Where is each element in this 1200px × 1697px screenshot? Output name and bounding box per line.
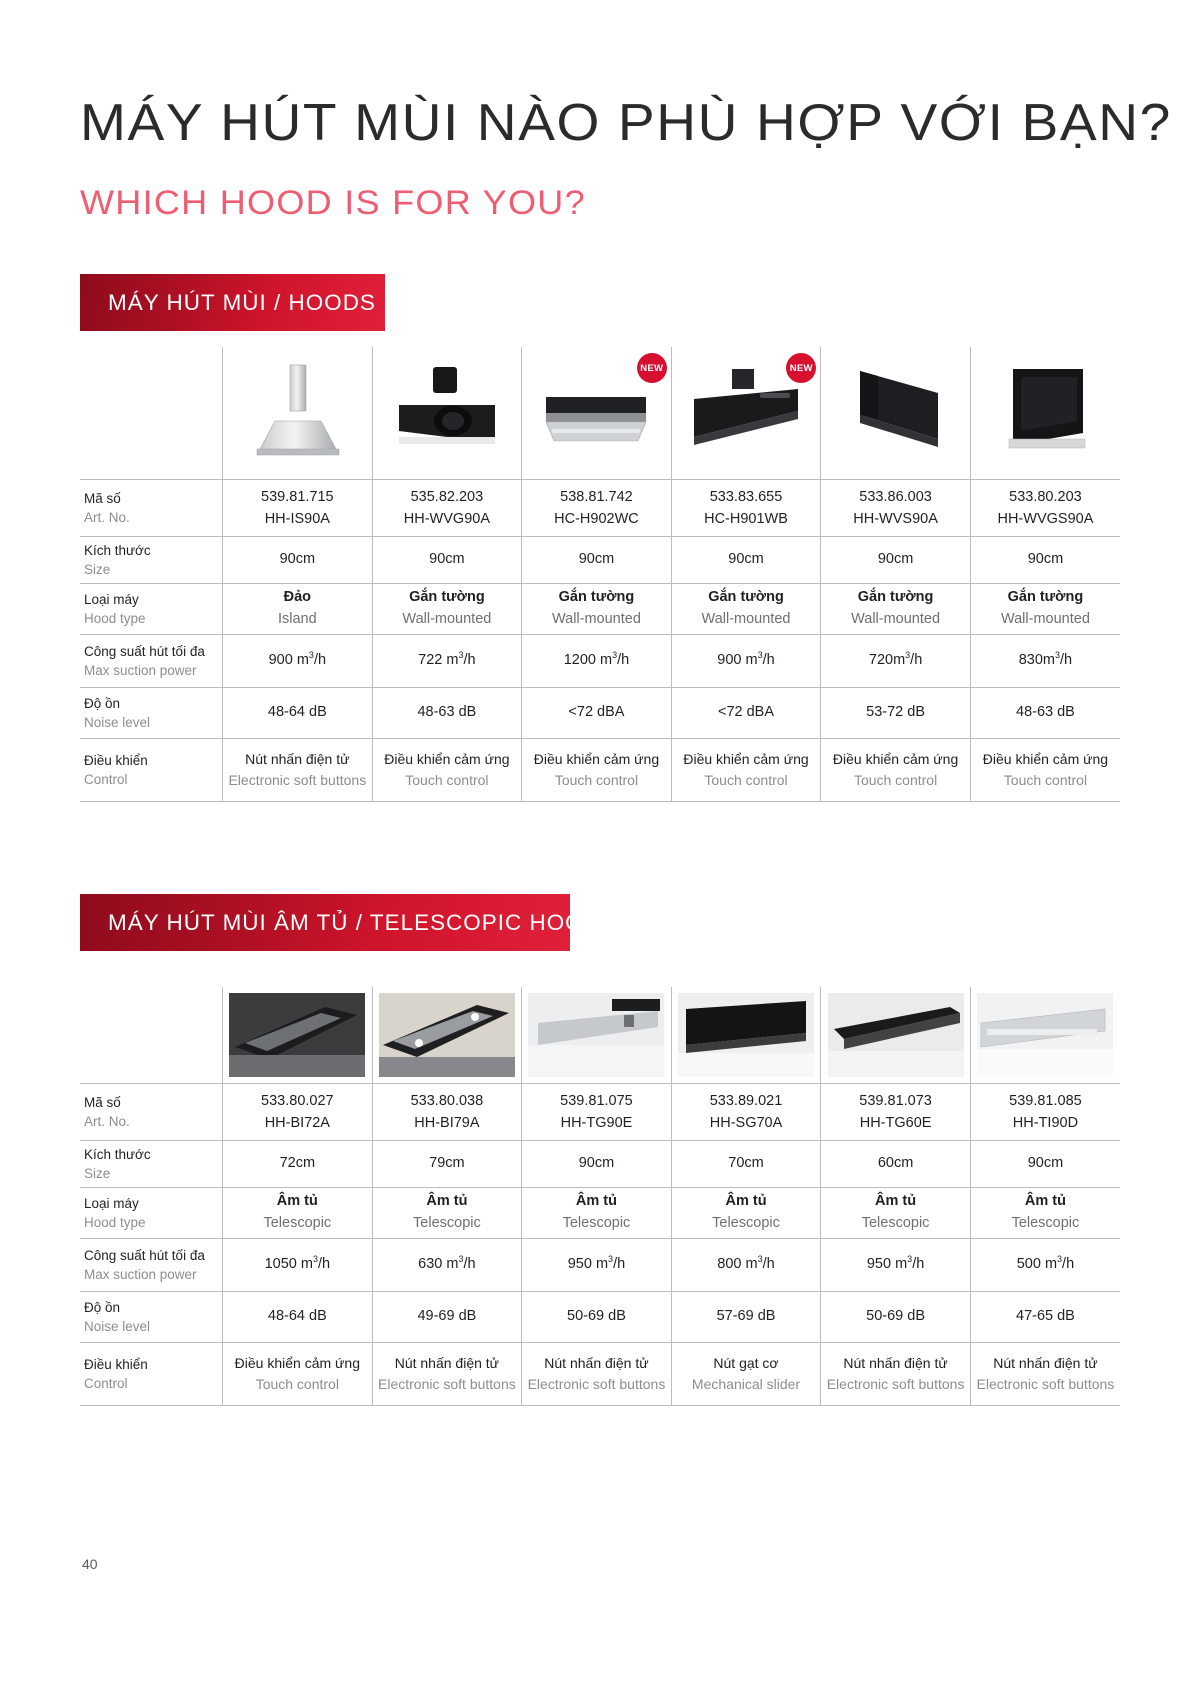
data-cell	[372, 1141, 522, 1188]
telescopic-comparison-table	[80, 987, 1120, 1406]
data-cell	[522, 1084, 672, 1141]
data-cell	[223, 688, 373, 739]
data-cell	[522, 1343, 672, 1406]
size-value: 70cm	[728, 1155, 764, 1172]
row-label-en: Control	[84, 772, 128, 787]
data-cell	[671, 480, 821, 537]
control-en: Electronic soft buttons	[378, 1376, 516, 1392]
art-no-value: 533.80.027	[261, 1092, 334, 1109]
suction-power-value: 900 $m^3/h$	[717, 650, 775, 669]
row-label-vi: Kích thước	[84, 542, 151, 558]
data-cell	[671, 1084, 821, 1141]
spacer-cell	[80, 987, 223, 1084]
size-value: 72cm	[279, 1155, 316, 1172]
size-value: 90cm	[578, 1155, 615, 1172]
control-en: Electronic soft buttons	[228, 772, 367, 788]
suction-power-value: $830m^3/h$	[1018, 650, 1073, 669]
row-label-vi: Loại máy	[84, 1195, 139, 1211]
data-cell	[970, 584, 1120, 635]
art-no-value: 535.82.203	[410, 488, 484, 505]
spacer-cell	[80, 347, 223, 480]
product-image-cell	[522, 347, 672, 480]
data-cell	[522, 688, 672, 739]
row-label-en: Size	[84, 1166, 111, 1181]
data-cell	[821, 1084, 971, 1141]
hood-illustration-tele-light	[528, 993, 664, 1077]
data-cell	[223, 1292, 373, 1343]
control-vi: Nút nhấn điện tử	[245, 751, 350, 767]
art-no-value: 533.86.003	[859, 488, 932, 505]
row-label-en: Hood type	[84, 1215, 146, 1230]
section-banner-hoods-label: MÁY HÚT MÙI / HOODS	[108, 289, 376, 315]
hood-type-vi: Âm tủ	[875, 1193, 917, 1210]
data-cell	[821, 537, 971, 584]
data-cell	[223, 537, 373, 584]
hood-type-vi: Gắn tường	[708, 589, 784, 606]
row-label-cell	[80, 1084, 223, 1141]
control-en: Mechanical slider	[691, 1376, 801, 1392]
data-cell	[372, 635, 522, 688]
section-banner-telescopic-label: MÁY HÚT MÙI ÂM TỦ / TELESCOPIC HOOD	[108, 909, 601, 935]
hood-illustration-glass-wedge	[983, 359, 1107, 467]
page-title-english: WHICH HOOD IS FOR YOU?	[80, 184, 586, 222]
model-value: HH-SG70A	[709, 1115, 783, 1131]
row-label-vi: Công suất hút tối đa	[84, 643, 205, 659]
table-row	[80, 1141, 1120, 1188]
art-no-value: 539.81.085	[1009, 1092, 1082, 1109]
art-no-value: 533.83.655	[709, 488, 783, 505]
control-en: Touch control	[1003, 772, 1088, 788]
data-cell	[821, 635, 971, 688]
hood-illustration-tele-dark2	[379, 993, 515, 1077]
hood-illustration-tele-black2	[828, 993, 964, 1077]
new-badge: NEW	[637, 353, 667, 383]
hood-illustration-tele-silver	[977, 993, 1113, 1077]
noise-level-value: 50-69 dB	[567, 1308, 626, 1325]
data-cell	[223, 1343, 373, 1406]
hood-type-vi: Gắn tường	[1007, 589, 1084, 606]
model-value: HH-TG60E	[859, 1115, 932, 1131]
noise-level-value: <72 dBA	[568, 704, 625, 721]
data-cell	[372, 1343, 522, 1406]
model-value: HH-IS90A	[264, 511, 330, 527]
row-label-cell	[80, 688, 223, 739]
size-value: 90cm	[728, 551, 764, 568]
data-cell	[372, 537, 522, 584]
row-label-cell	[80, 1239, 223, 1292]
control-vi: Nút nhấn điện tử	[544, 1355, 649, 1371]
hood-type-en: Telescopic	[1011, 1215, 1080, 1231]
data-cell	[522, 480, 672, 537]
noise-level-value: 48-63 dB	[417, 704, 477, 721]
size-value: 79cm	[429, 1155, 465, 1172]
hood-type-vi: Âm tủ	[426, 1193, 468, 1210]
hood-type-vi: Âm tủ	[276, 1193, 318, 1210]
noise-level-value: 48-64 dB	[267, 1308, 327, 1325]
suction-power-value: 630 $m^3/h$	[418, 1254, 476, 1273]
art-no-value: 538.81.742	[560, 488, 633, 505]
noise-level-value: 47-65 dB	[1016, 1308, 1075, 1325]
model-value: HH-WVG90A	[403, 511, 490, 527]
control-en: Electronic soft buttons	[826, 1376, 965, 1392]
table-row	[80, 635, 1120, 688]
data-cell	[223, 1188, 373, 1239]
data-cell	[970, 1084, 1120, 1141]
row-label-vi: Mã số	[84, 490, 121, 506]
data-cell	[223, 635, 373, 688]
table-row	[80, 537, 1120, 584]
data-cell	[372, 1239, 522, 1292]
suction-power-value: 1050 $m^3/h$	[264, 1254, 331, 1273]
control-vi: Điều khiển cảm ứng	[234, 1355, 360, 1371]
data-cell	[372, 1084, 522, 1141]
table-row	[80, 480, 1120, 537]
control-vi: Nút gạt cơ	[713, 1355, 779, 1371]
product-image-row	[80, 987, 1120, 1084]
data-cell	[372, 480, 522, 537]
product-image-cell	[970, 347, 1120, 480]
hood-type-vi: Âm tủ	[1024, 1193, 1066, 1210]
data-cell	[372, 1292, 522, 1343]
control-en: Touch control	[853, 772, 938, 788]
row-label-en: Hood type	[84, 611, 146, 626]
size-value: 90cm	[429, 551, 465, 568]
data-cell	[223, 480, 373, 537]
row-label-en: Control	[84, 1376, 128, 1391]
model-value: HH-TG90E	[560, 1115, 633, 1131]
size-value: 90cm	[578, 551, 615, 568]
noise-level-value: 57-69 dB	[716, 1308, 776, 1325]
data-cell	[671, 537, 821, 584]
table-row	[80, 1239, 1120, 1292]
product-image-cell	[372, 347, 522, 480]
data-cell	[223, 584, 373, 635]
hoods-comparison-table	[80, 347, 1120, 802]
suction-power-value: 950 $m^3/h$	[866, 1254, 925, 1273]
model-value: HH-BI72A	[264, 1115, 330, 1131]
data-cell	[522, 635, 672, 688]
noise-level-value: 53-72 dB	[866, 704, 925, 721]
data-cell	[671, 584, 821, 635]
row-label-en: Art. No.	[84, 510, 130, 525]
product-image-cell	[522, 987, 672, 1084]
control-en: Touch control	[405, 772, 489, 788]
hood-type-en: Telescopic	[562, 1215, 631, 1231]
data-cell	[821, 480, 971, 537]
noise-level-value: <72 dBA	[717, 704, 775, 721]
table-row	[80, 1343, 1120, 1406]
product-image-cell	[671, 347, 821, 480]
product-image-cell	[671, 987, 821, 1084]
hood-type-vi: Gắn tường	[558, 589, 635, 606]
data-cell	[821, 1141, 971, 1188]
data-cell	[372, 688, 522, 739]
row-label-cell	[80, 480, 223, 537]
table-row	[80, 1292, 1120, 1343]
hood-type-en: Wall-mounted	[551, 611, 641, 627]
hood-type-en: Telescopic	[263, 1215, 332, 1231]
model-value: HC-H901WB	[704, 511, 788, 527]
control-en: Electronic soft buttons	[976, 1376, 1115, 1392]
data-cell	[671, 1188, 821, 1239]
control-vi: Nút nhấn điện tử	[843, 1355, 948, 1371]
control-vi: Điều khiển cảm ứng	[384, 751, 510, 767]
hood-type-vi: Đảo	[283, 589, 312, 606]
hood-type-en: Wall-mounted	[402, 611, 492, 627]
control-en: Touch control	[704, 772, 788, 788]
data-cell	[522, 1292, 672, 1343]
hood-illustration-black-cylinder	[385, 359, 509, 467]
data-cell	[970, 480, 1120, 537]
data-cell	[970, 1188, 1120, 1239]
suction-power-value: 500 $m^3/h$	[1016, 1254, 1075, 1273]
size-value: 60cm	[877, 1155, 914, 1172]
art-no-value: 539.81.073	[859, 1092, 932, 1109]
row-label-en: Art. No.	[84, 1114, 130, 1129]
table-row	[80, 688, 1120, 739]
data-cell	[223, 739, 373, 802]
data-cell	[522, 739, 672, 802]
hood-illustration-slanted-wedge	[834, 359, 958, 467]
data-cell	[223, 1239, 373, 1292]
data-cell	[671, 688, 821, 739]
data-cell	[970, 688, 1120, 739]
hood-illustration-island-chimney	[235, 359, 359, 467]
product-image-cell	[970, 987, 1120, 1084]
data-cell	[821, 1343, 971, 1406]
row-label-vi: Công suất hút tối đa	[84, 1247, 205, 1263]
art-no-value: 533.80.203	[1009, 488, 1082, 505]
suction-power-value: $720m^3/h$	[868, 650, 923, 669]
art-no-value: 533.80.038	[410, 1092, 484, 1109]
hood-type-en: Wall-mounted	[1000, 611, 1090, 627]
row-label-cell	[80, 1343, 223, 1406]
suction-power-value: 800 $m^3/h$	[717, 1254, 775, 1273]
table-row	[80, 1188, 1120, 1239]
control-vi: Điều khiển cảm ứng	[683, 751, 809, 767]
hood-type-vi: Gắn tường	[857, 589, 934, 606]
section-banner-hoods	[80, 274, 385, 331]
row-label-en: Max suction power	[84, 663, 197, 678]
data-cell	[970, 1343, 1120, 1406]
data-cell	[671, 739, 821, 802]
hood-illustration-tele-black	[678, 993, 814, 1077]
control-en: Electronic soft buttons	[527, 1376, 666, 1392]
art-no-value: 539.81.075	[560, 1092, 633, 1109]
product-image-cell	[223, 987, 373, 1084]
control-vi: Nút nhấn điện tử	[993, 1355, 1098, 1371]
art-no-value: 539.81.715	[261, 488, 334, 505]
row-label-vi: Điều khiển	[84, 1356, 148, 1372]
data-cell	[223, 1141, 373, 1188]
hood-type-en: Wall-mounted	[851, 611, 941, 627]
model-value: HH-WVS90A	[853, 511, 938, 527]
row-label-cell	[80, 635, 223, 688]
data-cell	[671, 1239, 821, 1292]
row-label-vi: Loại máy	[84, 591, 139, 607]
product-image-cell	[821, 347, 971, 480]
size-value: 90cm	[1027, 551, 1064, 568]
row-label-vi: Mã số	[84, 1094, 121, 1110]
data-cell	[671, 1141, 821, 1188]
page-title-vietnamese: MÁY HÚT MÙI NÀO PHÙ HỢP VỚI BẠN?	[80, 94, 1172, 152]
data-cell	[821, 1188, 971, 1239]
table-row	[80, 739, 1120, 802]
page-number: 40	[82, 1556, 98, 1572]
product-image-cell	[223, 347, 373, 480]
model-value: HH-BI79A	[414, 1115, 480, 1131]
hood-type-en: Telescopic	[413, 1215, 481, 1231]
control-en: Touch control	[255, 1376, 339, 1392]
row-label-en: Max suction power	[84, 1267, 197, 1282]
suction-power-value: 900 $m^3/h$	[268, 650, 327, 669]
product-image-cell	[372, 987, 522, 1084]
model-value: HH-WVGS90A	[997, 511, 1094, 527]
data-cell	[522, 1188, 672, 1239]
row-label-vi: Độ ồn	[84, 695, 121, 711]
control-vi: Điều khiển cảm ứng	[982, 751, 1109, 767]
data-cell	[671, 1343, 821, 1406]
table-row	[80, 584, 1120, 635]
data-cell	[970, 1239, 1120, 1292]
control-en: Touch control	[554, 772, 639, 788]
suction-power-value: 950 $m^3/h$	[567, 1254, 626, 1273]
data-cell	[970, 537, 1120, 584]
size-value: 90cm	[877, 551, 914, 568]
data-cell	[821, 584, 971, 635]
data-cell	[821, 1292, 971, 1343]
data-cell	[522, 1239, 672, 1292]
suction-power-value: 722 $m^3/h$	[418, 650, 476, 669]
control-vi: Nút nhấn điện tử	[394, 1355, 500, 1371]
data-cell	[821, 1239, 971, 1292]
row-label-en: Size	[84, 562, 111, 577]
data-cell	[522, 1141, 672, 1188]
hood-type-en: Island	[277, 611, 317, 627]
data-cell	[372, 1188, 522, 1239]
hood-type-en: Telescopic	[861, 1215, 930, 1231]
data-cell	[821, 739, 971, 802]
data-cell	[522, 537, 672, 584]
data-cell	[671, 635, 821, 688]
control-vi: Điều khiển cảm ứng	[832, 751, 959, 767]
data-cell	[970, 1292, 1120, 1343]
hood-type-vi: Âm tủ	[725, 1193, 767, 1210]
data-cell	[522, 584, 672, 635]
hood-illustration-tele-dark	[229, 993, 365, 1077]
hood-type-en: Telescopic	[712, 1215, 780, 1231]
size-value: 90cm	[1027, 1155, 1064, 1172]
hood-type-vi: Âm tủ	[575, 1193, 617, 1210]
table-row	[80, 1084, 1120, 1141]
row-label-vi: Điều khiển	[84, 752, 148, 768]
data-cell	[223, 1084, 373, 1141]
row-label-cell	[80, 1141, 223, 1188]
product-image-cell	[821, 987, 971, 1084]
section-banner-telescopic	[80, 894, 601, 951]
hood-type-vi: Gắn tường	[409, 589, 485, 606]
row-label-cell	[80, 739, 223, 802]
hood-type-en: Wall-mounted	[701, 611, 791, 627]
suction-power-value: 1200 $m^3/h$	[563, 650, 630, 669]
data-cell	[970, 635, 1120, 688]
noise-level-value: 49-69 dB	[417, 1308, 477, 1325]
data-cell	[970, 1141, 1120, 1188]
row-label-cell	[80, 584, 223, 635]
data-cell	[372, 584, 522, 635]
model-value: HC-H902WC	[554, 511, 639, 527]
noise-level-value: 50-69 dB	[866, 1308, 925, 1325]
row-label-vi: Kích thước	[84, 1146, 151, 1162]
product-image-row	[80, 347, 1120, 480]
row-label-cell	[80, 1292, 223, 1343]
data-cell	[372, 739, 522, 802]
data-cell	[821, 688, 971, 739]
size-value: 90cm	[279, 551, 316, 568]
data-cell	[970, 739, 1120, 802]
noise-level-value: 48-63 dB	[1016, 704, 1075, 721]
row-label-en: Noise level	[84, 1319, 151, 1334]
control-vi: Điều khiển cảm ứng	[533, 751, 660, 767]
row-label-vi: Độ ồn	[84, 1299, 121, 1315]
model-value: HH-TI90D	[1012, 1115, 1079, 1131]
art-no-value: 533.89.021	[709, 1092, 783, 1109]
noise-level-value: 48-64 dB	[267, 704, 327, 721]
row-label-en: Noise level	[84, 715, 151, 730]
row-label-cell	[80, 537, 223, 584]
row-label-cell	[80, 1188, 223, 1239]
new-badge: NEW	[786, 353, 816, 383]
data-cell	[671, 1292, 821, 1343]
